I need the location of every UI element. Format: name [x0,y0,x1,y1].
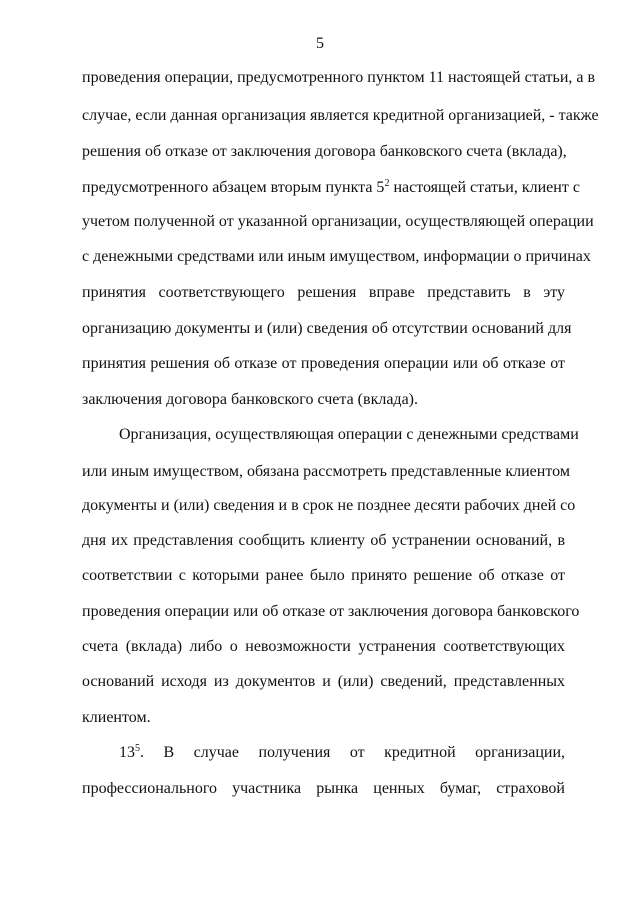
paragraph-1-line-6: с денежными средствами или иным имуществом, информации о причинах [82,248,591,265]
clause-number [119,744,144,761]
paragraph-2-line-3: документы и (или) сведения и в срок не позднее десяти рабочих дней со [82,497,576,514]
paragraph-3-line-2: профессионального участника рынка ценных бумаг, страховой [82,780,565,797]
paragraph-2-line-2: или иным имуществом, обязана рассмотреть представленные клиентом [82,463,570,480]
clause-number-sup: 5 [135,743,140,754]
paragraph-2-line-5: соответствии с которыми ранее было принято решение об отказе от [82,567,565,584]
page-number: 5 [316,35,324,52]
paragraph-1-line-9: принятия решения об отказе от проведения операции или об отказе от [82,355,565,372]
paragraph-2-line-1: Организация, осуществляющая операции с денежными средствами [119,426,579,443]
paragraph-1-line-5: учетом полученной от указанной организации, осуществляющей операции [82,213,594,230]
paragraph-1-line-10: заключения договора банковского счета (вклада). [82,391,418,408]
line-4-before-sup: предусмотренного абзацем вторым пункта 5 [82,179,385,196]
paragraph-1-line-4 [82,177,580,199]
paragraph-2-line-6: проведения операции или об отказе от заключения договора банковского [82,603,580,620]
line-4-after-sup: настоящей статьи, клиент с [389,179,580,196]
paragraph-2-line-4: дня их представления сообщить клиенту об устранении оснований, в [82,532,565,549]
paragraph-1-line-7: принятия соответствующего решения вправе представить в эту [82,284,565,301]
paragraph-1-line-8: организацию документы и (или) сведения об отсутствии оснований для [82,320,572,337]
superscript-2: 2 [384,178,390,189]
paragraph-2-line-7: счета (вклада) либо о невозможности устранения соответствующих [82,638,565,655]
clause-number-base: 13 [119,744,135,761]
paragraph-2-line-8: оснований исходя из документов и (или) сведений, представленных [82,673,565,690]
clause-number-suffix: . [140,744,144,761]
paragraph-3-line-1 [119,742,565,764]
paragraph-1-line-1: проведения операции, предусмотренного пунктом 11 настоящей статьи, а в [82,69,596,86]
paragraph-1-line-2: случае, если данная организация является кредитной организацией, - также [82,107,599,124]
paragraph-1-line-3: решения об отказе от заключения договора банковского счета (вклада), [82,143,567,160]
paragraph-2-line-9: клиентом. [82,709,151,726]
paragraph-3-line-1-text: В случае получения от кредитной организации, [163,744,566,761]
